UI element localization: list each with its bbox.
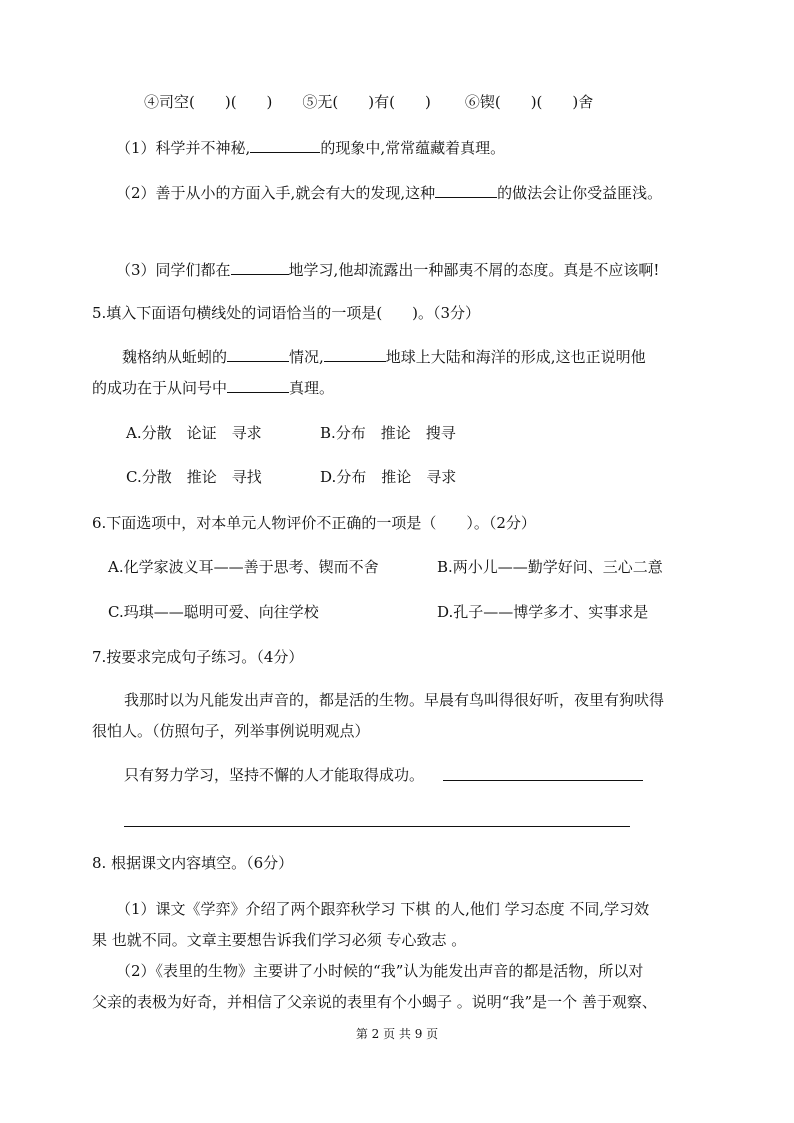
fill-blank[interactable]: [435, 182, 497, 198]
page-number: 第 2 页 共 9 页: [355, 1027, 439, 1041]
q4-item-4: ④司空( )( ): [144, 93, 273, 111]
q5-passage-line-2: 的成功在于从问号中 真理。: [92, 379, 335, 397]
fill-blank[interactable]: [227, 346, 289, 362]
q5-stem: 5.填入下面语句横线处的词语恰当的一项是( )。（3分）: [92, 304, 481, 322]
q7-sentence-1-line-1: 我那时以为凡能发出声音的，都是活的生物。早晨有鸟叫得很好听，夜里有狗吠得: [124, 691, 665, 709]
fill-blank[interactable]: [250, 137, 320, 153]
fill-blank[interactable]: [231, 259, 289, 275]
q4-sentence-2: （2）善于从小的方面入手,就会有大的发现,这种 的做法会让你受益匪浅。: [116, 184, 663, 202]
fill-blank[interactable]: [324, 346, 386, 362]
q8-stem: 8. 根据课文内容填空。（6分）: [92, 854, 294, 872]
answer-line[interactable]: [443, 780, 643, 781]
q8-p2-line-1: （2）《表里的生物》主要讲了小时候的“我”认为能发出声音的都是活物，所以对: [116, 962, 644, 980]
q8-p1-line-1: （1）课文《学弈》介绍了两个跟弈秋学习 下棋 的人,他们 学习态度 不同,学习效: [116, 900, 650, 918]
q6-option-a[interactable]: A.化学家波义耳——善于思考、锲而不舍: [108, 558, 379, 576]
q4-sentence-3: （3）同学们都在 地学习,他却流露出一种鄙夷不屑的态度。真是不应该啊!: [116, 261, 660, 279]
q8-p2-line-2: 父亲的表极为好奇，并相信了父亲说的表里有个小蝎子 。说明“我”是一个 善于观察、: [92, 993, 657, 1011]
q6-option-c[interactable]: C.玛琪——聪明可爱、向往学校: [108, 603, 319, 621]
q6-stem: 6.下面选项中，对本单元人物评价不正确的一项是（ ）。（2分）: [92, 514, 536, 532]
q4-item-5: ⑤无( )有( ): [302, 93, 431, 111]
q6-option-d[interactable]: D.孔子——博学多才、实事求是: [437, 603, 649, 621]
q4-item-6: ⑥锲( )( )舍: [464, 93, 594, 111]
q5-passage-line-1: 魏格纳从蚯蚓的 情况, 地球上大陆和海洋的形成,这也正说明他: [122, 348, 646, 366]
q5-option-c[interactable]: C.分散 推论 寻找: [126, 468, 262, 486]
q7-sentence-2: 只有努力学习，坚持不懈的人才能取得成功。: [124, 766, 425, 784]
q6-option-b[interactable]: B.两小儿——勤学好问、三心二意: [437, 558, 663, 576]
fill-blank[interactable]: [227, 377, 289, 393]
q7-sentence-1-line-2: 很怕人。（仿照句子，列举事例说明观点）: [92, 722, 370, 740]
answer-line[interactable]: [124, 826, 630, 827]
q5-option-a[interactable]: A.分散 论证 寻求: [126, 424, 262, 442]
q5-option-d[interactable]: D.分布 推论 寻求: [320, 468, 457, 486]
q7-stem: 7.按要求完成句子练习。（4分）: [92, 648, 304, 666]
q8-p1-line-2: 果 也就不同。文章主要想告诉我们学习必须 专心致志 。: [92, 931, 467, 949]
q5-option-b[interactable]: B.分布 推论 搜寻: [320, 424, 456, 442]
q4-options-row: [144, 91, 593, 113]
q4-sentence-1: （1）科学并不神秘, 的现象中,常常蕴藏着真理。: [116, 139, 506, 157]
